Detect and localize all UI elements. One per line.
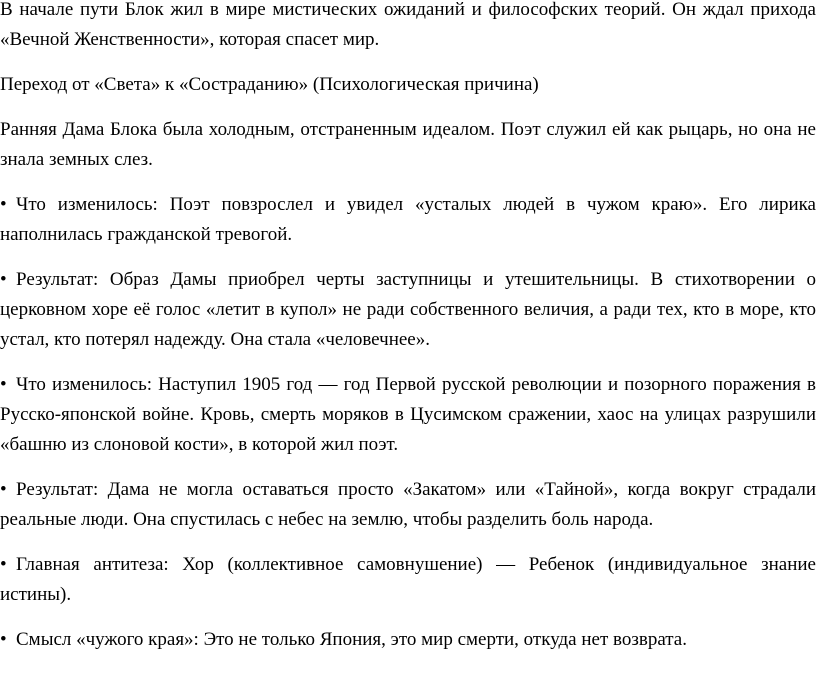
bullet-item-6 xyxy=(0,625,816,655)
bullet-item-3 xyxy=(0,370,816,460)
early-lady-paragraph: Ранняя Дама Блока была холодным, отстраненным идеалом. Поэт служил ей как рыцарь, но она не знала земных слез. xyxy=(0,119,816,170)
bullet-glyph: • xyxy=(0,554,7,575)
bullet-text: Главная антитеза: Хор (коллективное самовнушение) — Ребенок (индивидуальное знание истины). xyxy=(0,554,816,605)
bullet-glyph: • xyxy=(0,479,7,500)
bullet-item-5 xyxy=(0,550,816,610)
bullet-item-1 xyxy=(0,190,816,250)
bullet-item-4 xyxy=(0,475,816,535)
bullet-glyph: • xyxy=(0,629,7,650)
bullet-text: Что изменилось: Наступил 1905 год — год Первой русской революции и позорного поражения в Русско-японской войне. Кровь, смерть моряков в Цусимском сражении, хаос на улицах разрушили «башню из слоновой кости», в которой жил поэт. xyxy=(0,374,816,455)
bullet-text: Смысл «чужого края»: Это не только Япония, это мир смерти, откуда нет возврата. xyxy=(16,629,687,650)
intro-paragraph: В начале пути Блок жил в мире мистических ожиданий и философских теорий. Он ждал прихода «Вечной Женственности», которая спасет мир. xyxy=(0,0,816,50)
bullet-glyph: • xyxy=(0,374,7,395)
bullet-text: Результат: Образ Дамы приобрел черты заступницы и утешительницы. В стихотворении о церковном хоре её голос «летит в купол» не ради собственного величия, а ради тех, кто в море, кто устал, кто потерял надежду. Она стала «человечнее». xyxy=(0,269,816,350)
bullet-text: Результат: Дама не могла оставаться просто «Закатом» или «Тайной», когда вокруг страдали реальные люди. Она спустилась с небес на землю, чтобы разделить боль народа. xyxy=(0,479,816,530)
bullet-text: Что изменилось: Поэт повзрослел и увидел «усталых людей в чужом краю». Его лирика наполнилась гражданской тревогой. xyxy=(0,194,816,245)
bullet-glyph: • xyxy=(0,269,7,290)
section-heading: Переход от «Света» к «Состраданию» (Психологическая причина) xyxy=(0,74,539,95)
bullet-glyph: • xyxy=(0,194,7,215)
bullet-item-2 xyxy=(0,265,816,355)
